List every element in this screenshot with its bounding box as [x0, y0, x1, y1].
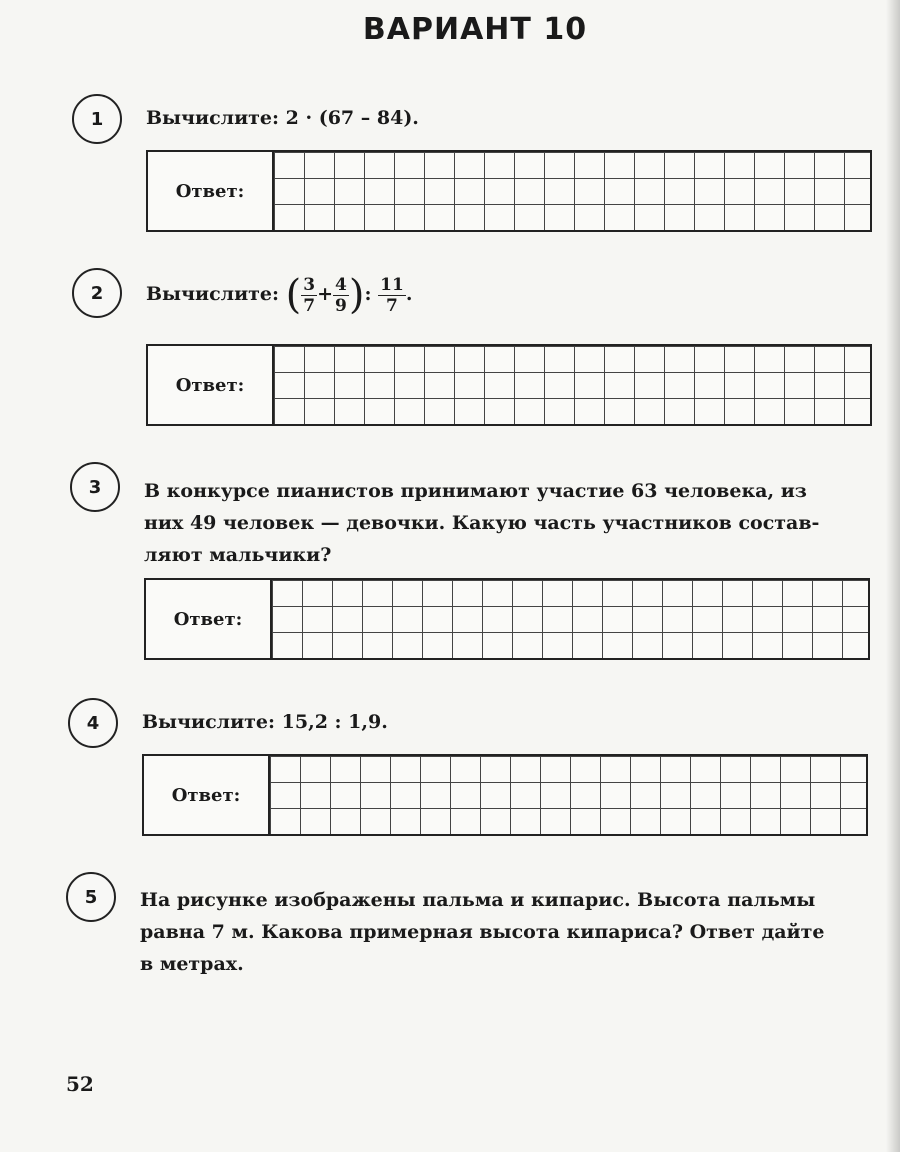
task-3-line-1: В конкурсе пианистов принимают участие 63 человека, из — [144, 480, 807, 502]
answer-label: Ответ: — [144, 756, 270, 834]
task-5-line-3: в метрах. — [140, 953, 244, 975]
page-number: 52 — [66, 1072, 94, 1096]
page-title: ВАРИАНТ 10 — [362, 12, 588, 47]
task-5-text — [140, 884, 880, 980]
task-5-number: 5 — [66, 872, 116, 922]
task-3-answer-box[interactable] — [144, 578, 870, 660]
answer-label: Ответ: — [146, 580, 272, 658]
task-2-text — [146, 270, 412, 318]
task-2-end: . — [405, 283, 413, 305]
task-3-line-3: ляют мальчики? — [144, 544, 332, 566]
fraction-3-7: $\frac{3}{7}$ — [303, 274, 316, 316]
task-1-text: Вычислите: 2 · (67 – 84). — [146, 107, 419, 129]
task-4-number: 4 — [68, 698, 118, 748]
task-3-number: 3 — [70, 462, 120, 512]
task-2-answer-box[interactable] — [146, 344, 872, 426]
page-edge-shadow — [886, 0, 900, 1152]
task-3-line-2: них 49 человек — девочки. Какую часть участников состав- — [144, 512, 820, 534]
plus-sign: + — [317, 283, 334, 305]
task-1-number: 1 — [72, 94, 122, 144]
task-4-answer-box[interactable] — [142, 754, 868, 836]
answer-label: Ответ: — [148, 152, 274, 230]
task-1-answer-box[interactable] — [146, 150, 872, 232]
answer-grid[interactable] — [274, 346, 870, 424]
task-5-line-1: На рисунке изображены пальма и кипарис. Высота пальмы — [140, 889, 816, 911]
task-2-number: 2 — [72, 268, 122, 318]
answer-label: Ответ: — [148, 346, 274, 424]
close-paren: ) — [348, 272, 365, 318]
answer-grid[interactable] — [274, 152, 870, 230]
fraction-4-9: $\frac{4}{9}$ — [335, 274, 347, 316]
fraction-11-7: $\frac{11}{7}$ — [380, 274, 404, 316]
task-3-text — [144, 475, 884, 571]
answer-grid[interactable] — [272, 580, 868, 658]
colon-sign: : — [364, 283, 372, 305]
answer-grid[interactable] — [270, 756, 866, 834]
task-4-text: Вычислите: 15,2 : 1,9. — [142, 711, 388, 733]
task-5-line-2: равна 7 м. Какова примерная высота кипариса? Ответ дайте — [140, 921, 825, 943]
open-paren: ( — [285, 272, 302, 318]
task-2-prefix: Вычислите: — [146, 283, 280, 305]
